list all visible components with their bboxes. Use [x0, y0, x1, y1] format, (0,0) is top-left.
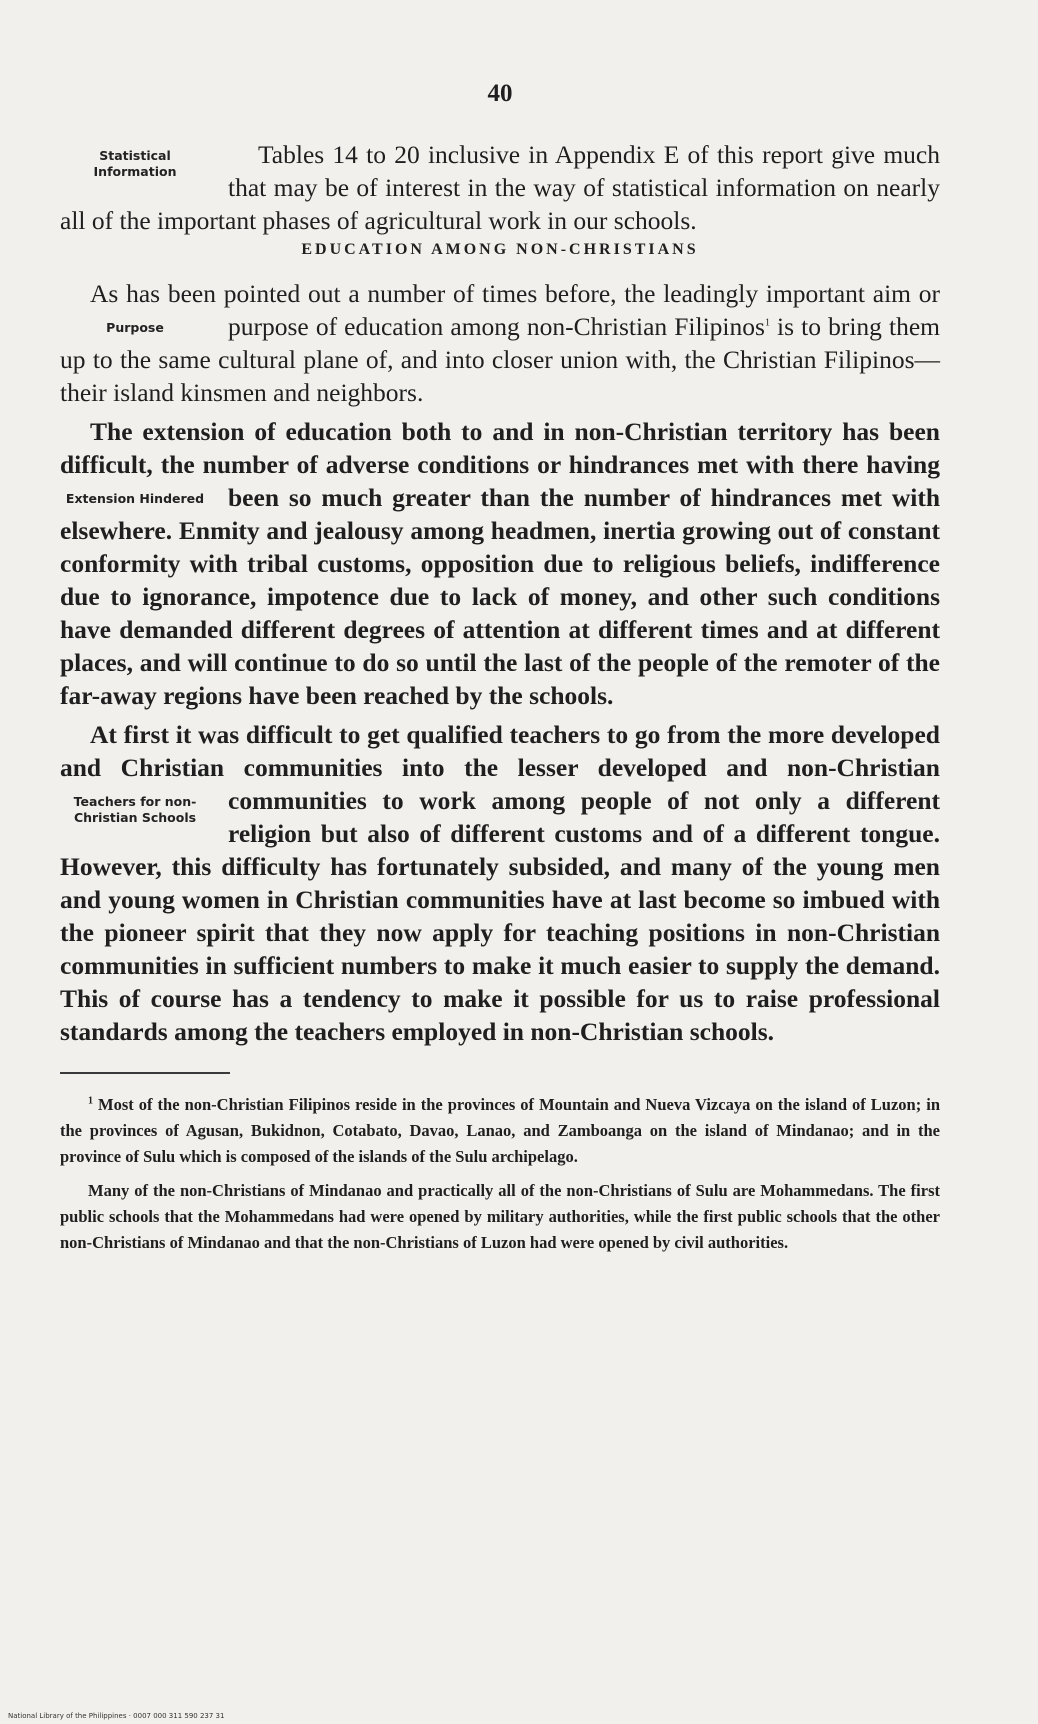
extension-paragraph-lead: The extension of education both to and in non-Christian territory has been difficult, the number of adverse conditions or hindrances met with there having been so much greater than [60, 417, 940, 512]
document-page [60, 80, 940, 1640]
extension-paragraph-rest: the number of hindrances met with elsewhere. Enmity and jealousy among headmen, inertia growing out of constant conformity with tribal customs, opposition due to religious beliefs, indifference due to ignorance, impotence due to lack of money, and other such conditions have demanded different degrees of attention at different times and at different places, and will continue to do so until the last of the people of the remoter of the far-away regions have been reached by the schools. [60, 483, 940, 710]
statistical-paragraph-lead: Tables 14 to 20 inclusive in Appendix E of this report give [258, 140, 876, 169]
footnote-1 [60, 1092, 940, 1170]
footnote-1-text: Most of the non-Christian Filipinos reside in the provinces of Mountain and Nueva Vizcaya on the island of Luzon; in the provinces of Agusan, Bukidnon, Cotabato, Davao, Lanao, and Zamboanga on the island of Mindanao; and in the province of Sulu which is composed of the islands of the Sulu archipelago. [60, 1095, 941, 1166]
margin-note-purpose: Purpose [106, 320, 164, 335]
section-heading: EDUCATION AMONG NON-CHRISTIANS [301, 241, 699, 258]
teachers-paragraph-lead: At first it was difficult to get qualified teachers to go from the more developed and Christian communities into the lesser developed and non-Christian communities to work among people [60, 720, 940, 815]
teachers-paragraph-rest: of not only a different religion but also of different customs and of a different tongue. However, this difficulty has fortunately subsided, and many of the young men and young women in Christian communities have at last become so imbued with the pioneer spirit that they now apply for teaching positions in non-Christian communities in sufficient numbers to make it much easier to supply the demand. This of course has a tendency to make it possible for us to raise professional standards among the teachers employed in non-Christian schools. [60, 786, 941, 1046]
purpose-paragraph-rest: is to bring them up to the same cultural plane of, and into closer union with, the Christian Filipinos—their island kinsmen and neighbors. [60, 312, 941, 407]
footnote-1-marker: 1 [88, 1095, 93, 1107]
page-number: 40 [487, 80, 513, 107]
image-id: National Library of the Philippines · 0007 000 311 590 237 31 [8, 1712, 225, 1720]
margin-note-extension-hindered: Extension Hindered [65, 491, 205, 506]
teachers-paragraph [60, 718, 940, 1048]
purpose-paragraph-lead: As has been pointed out a number of times before, the leadingly important aim or purpose of education among non-Christian Filipinos [90, 279, 940, 341]
extension-paragraph [60, 415, 940, 712]
margin-note-statistical-information: Statistical Information [93, 148, 177, 179]
statistical-paragraph-rest: much that may be of interest in the way of statistical information on nearly all of the important phases of agricultural work in our schools. [60, 140, 940, 235]
footnote-marker: 1 [764, 317, 770, 329]
footnote-2: Many of the non-Christians of Mindanao and practically all of the non-Christians of Sulu are Mohammedans. The first public schools that the Mohammedans had were opened by military authorities, while the first public schools that the other non-Christians of Mindanao and that the non-Christians of Luzon had were opened by civil authorities. [60, 1181, 940, 1252]
margin-note-teachers: Teachers for non-Christian Schools [73, 794, 197, 825]
footnote-divider [60, 1072, 230, 1074]
purpose-paragraph [60, 277, 940, 409]
statistical-paragraph [60, 138, 940, 237]
